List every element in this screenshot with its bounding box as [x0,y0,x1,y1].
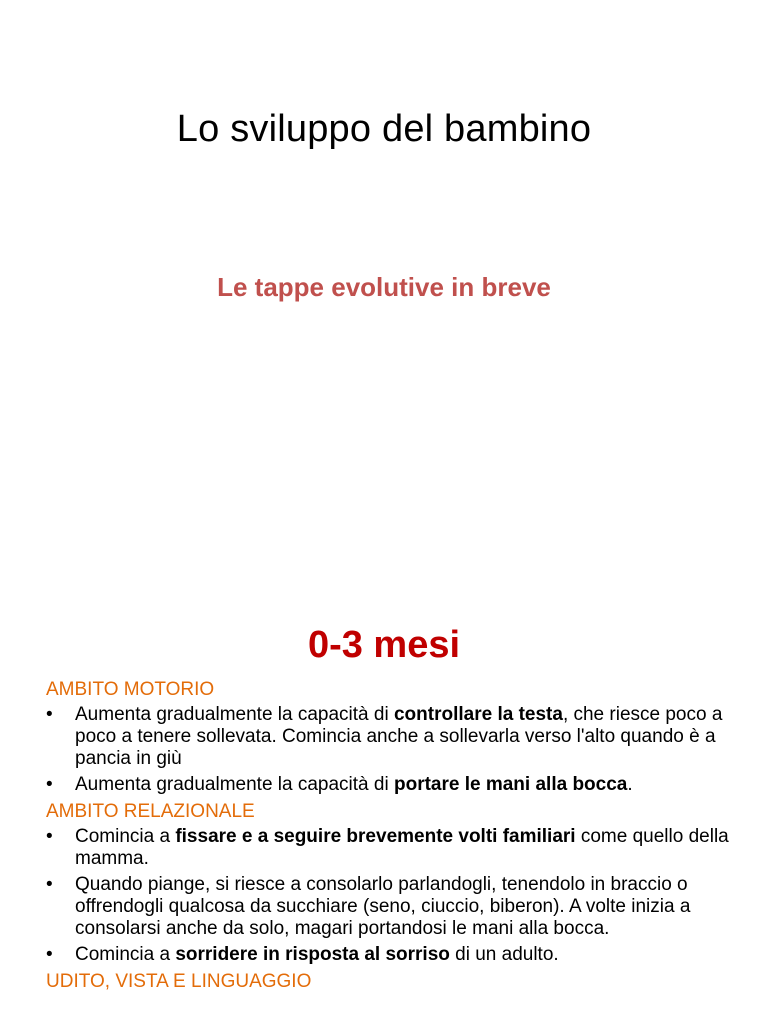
item-text: Aumenta gradualmente la capacità di [75,704,394,725]
item-bold-text: controllare la testa [393,704,563,725]
list-item [46,874,736,940]
list-item [46,704,736,770]
bullet-icon: • [46,944,53,965]
bullet-list-motorio [46,704,736,796]
item-text: Comincia a [75,944,176,965]
bullet-list-relazionale [46,826,736,966]
item-text: Quando piange, si riesce a consolarlo parlandogli, tenendolo in braccio o offrendogli qualcosa da succhiare (seno, ciuccio, biberon). A volte inizia a consolarsi anche da solo, magari portandosi le mani alla bocca. [75,874,691,939]
age-heading: 0-3 mesi [307,624,461,666]
list-item [46,774,736,796]
item-text: Comincia a [75,826,176,847]
item-text: come quello della mamma. [75,826,729,869]
content-slide [0,600,768,1024]
item-text: , che riesce poco a poco a tenere sollevata. Comincia anche a sollevarla verso l'alto quando è a pancia in giù [75,704,723,769]
item-text: di un adulto. [449,944,559,965]
slide-subtitle: Le tappe evolutive in breve [217,272,551,302]
list-item [46,826,736,870]
content-body [46,678,736,994]
item-bold-text: fissare e a seguire brevemente volti familiari [175,826,576,847]
bullet-icon: • [46,874,53,895]
item-text: Aumenta gradualmente la capacità di [75,774,394,795]
item-bold-text: sorridere in risposta al sorriso [175,944,450,965]
item-text: . [627,774,633,795]
bullet-icon: • [46,704,53,725]
section-label-relazionale: AMBITO RELAZIONALE [46,801,255,822]
section-label-udito: UDITO, VISTA E LINGUAGGIO [46,971,312,992]
list-item [46,944,736,966]
slide-title: Lo sviluppo del bambino [176,108,592,150]
item-bold-text: portare le mani alla bocca [393,774,628,795]
bullet-icon: • [46,826,53,847]
bullet-icon: • [46,774,53,795]
section-label-motorio: AMBITO MOTORIO [46,679,215,700]
